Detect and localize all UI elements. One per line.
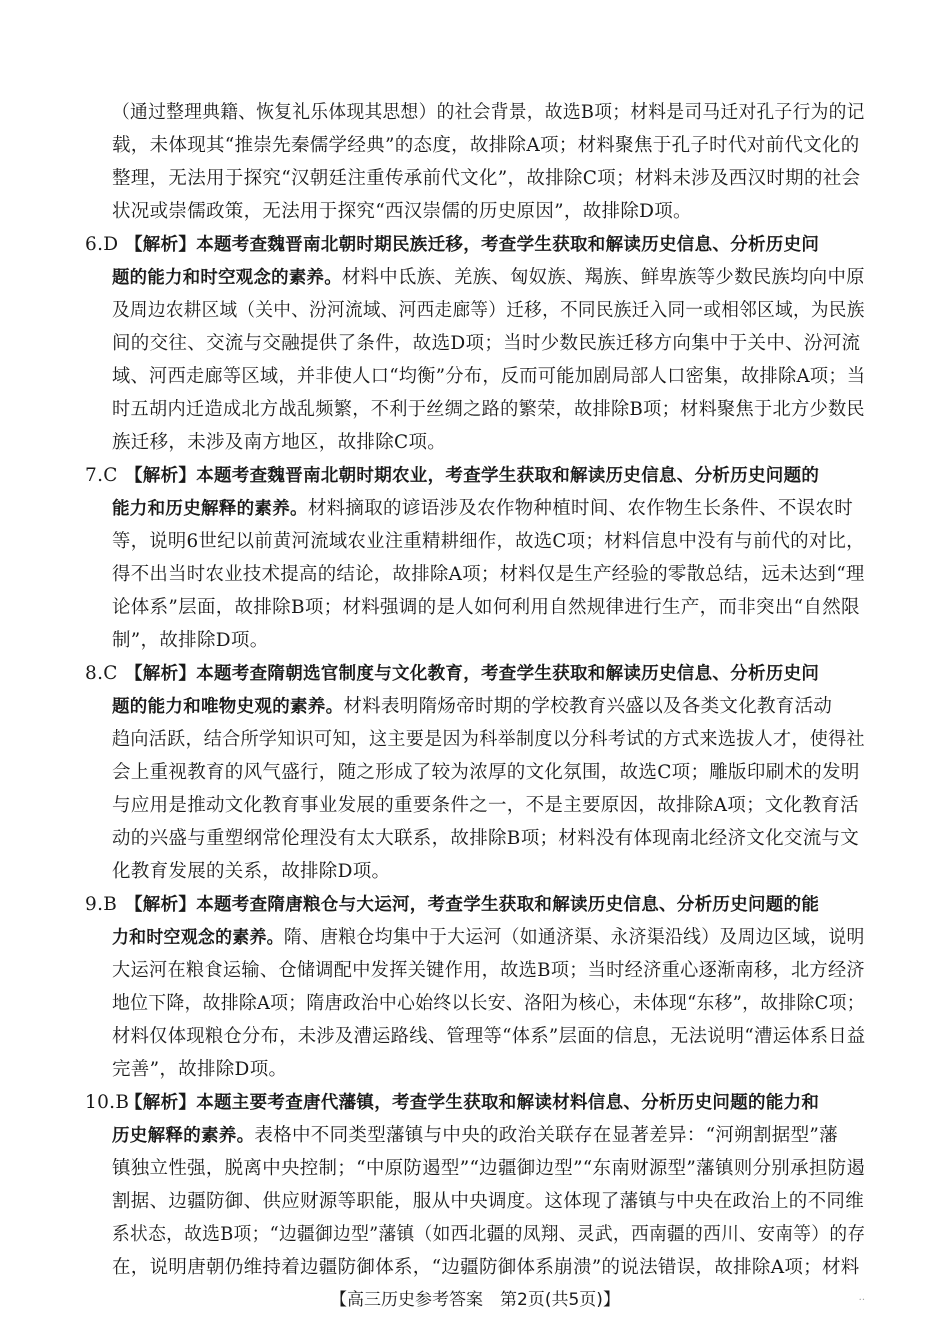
analysis-lead: 本题考查隋唐粮仓与大运河，考查学生获取和解读历史信息、分析历史问题的能 bbox=[196, 895, 820, 915]
answer-item-8-line: 趋向活跃，结合所学知识可知，这主要是因为科举制度以分科考试的方式来选拔人才，使得社 bbox=[112, 729, 865, 750]
answer-item-6-line: 时五胡内迁造成北方战乱频繁，不利于丝绸之路的繁荣，故排除B项；材料聚焦于北方少数民 bbox=[112, 399, 865, 420]
answer-number: 9.B bbox=[85, 894, 118, 915]
analysis-lead: 本题主要考查唐代藩镇，考查学生获取和解读材料信息、分析历史问题的能力和 bbox=[196, 1093, 820, 1113]
corner-mark: .. bbox=[858, 1292, 865, 1303]
analysis-lead: 本题考查魏晋南北朝时期农业，考查学生获取和解读历史信息、分析历史问题的 bbox=[196, 466, 820, 486]
answer-item-7-line: 制”，故排除D项。 bbox=[112, 630, 269, 651]
answer-item-8-head bbox=[85, 661, 819, 687]
answer-item-8-line bbox=[112, 694, 832, 720]
answer-number: 8.C bbox=[85, 663, 118, 684]
answer-item-9-line bbox=[112, 925, 865, 951]
answer-item-9-head bbox=[85, 892, 819, 918]
answer-item-6-line: 间的交往、交流与交融提供了条件，故选D项；当时少数民族迁移方向集中于关中、汾河流 bbox=[112, 333, 861, 354]
analysis-lead: 本题考查隋朝选官制度与文化教育，考查学生获取和解读历史信息、分析历史问 bbox=[196, 664, 820, 684]
answer-number: 10.B bbox=[85, 1092, 130, 1113]
answer-item-8-line: 化教育发展的关系，故排除D项。 bbox=[112, 861, 391, 882]
analysis-tag: 【解析】 bbox=[125, 235, 197, 255]
answer-item-7-line bbox=[112, 496, 853, 522]
analysis-lead-2: 历史解释的素养。 bbox=[112, 1126, 255, 1146]
answer-number: 6.D bbox=[85, 234, 119, 255]
intro-line-2: 载，未体现其“推崇先秦儒学经典”的态度，故排除A项；材料聚焦于孔子时代对前代文化的 bbox=[112, 135, 860, 156]
answer-item-9-line: 大运河在粮食运输、仓储调配中发挥关键作用，故选B项；当时经济重心逐渐南移，北方经济 bbox=[112, 960, 865, 981]
analysis-tag: 【解析】 bbox=[125, 466, 197, 486]
analysis-lead-2: 力和时空观念的素养。 bbox=[112, 928, 284, 948]
analysis-text: 材料摘取的谚语涉及农作物种植时间、农作物生长条件、不误农时 bbox=[307, 498, 854, 519]
answer-item-7-line: 等，说明6世纪以前黄河流域农业注重精耕细作，故选C项；材料信息中没有与前代的对比， bbox=[112, 531, 865, 552]
analysis-lead: 本题考查魏晋南北朝时期民族迁移，考查学生获取和解读历史信息、分析历史问 bbox=[196, 235, 820, 255]
analysis-tag: 【解析】 bbox=[125, 1093, 197, 1113]
answer-item-8-line: 动的兴盛与重塑纲常伦理没有太大联系，故排除B项；材料没有体现南北经济文化交流与文 bbox=[112, 828, 860, 849]
analysis-lead-2: 能力和历史解释的素养。 bbox=[112, 499, 308, 519]
analysis-lead-2: 题的能力和唯物史观的素养。 bbox=[112, 697, 344, 717]
answer-item-10-line: 系状态，故选B项；“边疆御边型”藩镇（如西北疆的凤翔、灵武，西南疆的西川、安南等）的存 bbox=[112, 1224, 866, 1245]
analysis-tag: 【解析】 bbox=[125, 895, 197, 915]
analysis-text: 表格中不同类型藩镇与中央的政治关联存在显著差异：“河朔割据型”藩 bbox=[254, 1125, 838, 1146]
answer-item-10-line: 镇独立性强，脱离中央控制；“中原防遏型”“边疆御边型”“东南财源型”藩镇则分别承担防遏 bbox=[112, 1158, 866, 1179]
intro-line-3: 整理，无法用于探究“汉朝廷注重传承前代文化”，故排除C项；材料未涉及西汉时期的社会 bbox=[112, 168, 861, 189]
answer-item-6-line: 族迁移，未涉及南方地区，故排除C项。 bbox=[112, 432, 447, 453]
answer-item-9-line: 完善”，故排除D项。 bbox=[112, 1059, 288, 1080]
answer-item-10-line: 在，说明唐朝仍维持着边疆防御体系，“边疆防御体系崩溃”的说法错误，故排除A项；材料 bbox=[112, 1257, 860, 1278]
analysis-tag: 【解析】 bbox=[125, 664, 197, 684]
page-footer: 【高三历史参考答案 第2页(共5页)】 bbox=[330, 1290, 620, 1310]
answer-item-6-line bbox=[112, 265, 865, 291]
answer-item-6-line: 域、河西走廊等区域，并非使人口“均衡”分布，反而可能加剧局部人口密集，故排除A项；当 bbox=[112, 366, 866, 387]
answer-item-10-line bbox=[112, 1123, 838, 1149]
answer-item-6-line: 及周边农耕区域（关中、汾河流域、河西走廊等）迁移，不同民族迁入同一或相邻区域，为民族 bbox=[112, 300, 865, 321]
analysis-text: 材料中氐族、羌族、匈奴族、羯族、鲜卑族等少数民族均向中原 bbox=[341, 267, 865, 288]
answer-item-8-line: 会上重视教育的风气盛行，随之形成了较为浓厚的文化氛围，故选C项；雕版印刷术的发明 bbox=[112, 762, 860, 783]
analysis-lead-2: 题的能力和时空观念的素养。 bbox=[112, 268, 342, 288]
answer-item-9-line: 地位下降，故排除A项；隋唐政治中心始终以长安、洛阳为核心，未体现“东移”，故排除C项； bbox=[112, 993, 865, 1014]
answer-item-10-head bbox=[85, 1090, 819, 1116]
answer-item-9-line: 材料仅体现粮仓分布，未涉及漕运路线、管理等“体系”层面的信息，无法说明“漕运体系日益 bbox=[112, 1026, 866, 1047]
intro-line-1: （通过整理典籍、恢复礼乐体现其思想）的社会背景，故选B项；材料是司马迁对孔子行为的记 bbox=[112, 102, 865, 123]
answer-item-10-line: 割据、边疆防御、供应财源等职能，服从中央调度。这体现了藩镇与中央在政治上的不同维 bbox=[112, 1191, 865, 1212]
answer-number: 7.C bbox=[85, 465, 118, 486]
answer-item-6-head bbox=[85, 232, 819, 258]
analysis-text: 材料表明隋炀帝时期的学校教育兴盛以及各类文化教育活动 bbox=[343, 696, 833, 717]
answer-item-7-line: 得不出当时农业技术提高的结论，故排除A项；材料仅是生产经验的零散总结，远未达到“理 bbox=[112, 564, 865, 585]
analysis-text: 隋、唐粮仓均集中于大运河（如通济渠、永济渠沿线）及周边区域，说明 bbox=[283, 927, 865, 948]
answer-item-7-head bbox=[85, 463, 819, 489]
answer-item-8-line: 与应用是推动文化教育事业发展的重要条件之一，不是主要原因，故排除A项；文化教育活 bbox=[112, 795, 859, 816]
answer-item-7-line: 论体系”层面，故排除B项；材料强调的是人如何利用自然规律进行生产，而非突出“自然限 bbox=[112, 597, 860, 618]
intro-line-4: 状况或崇儒政策，无法用于探究“西汉崇儒的历史原因”，故排除D项。 bbox=[112, 201, 692, 222]
